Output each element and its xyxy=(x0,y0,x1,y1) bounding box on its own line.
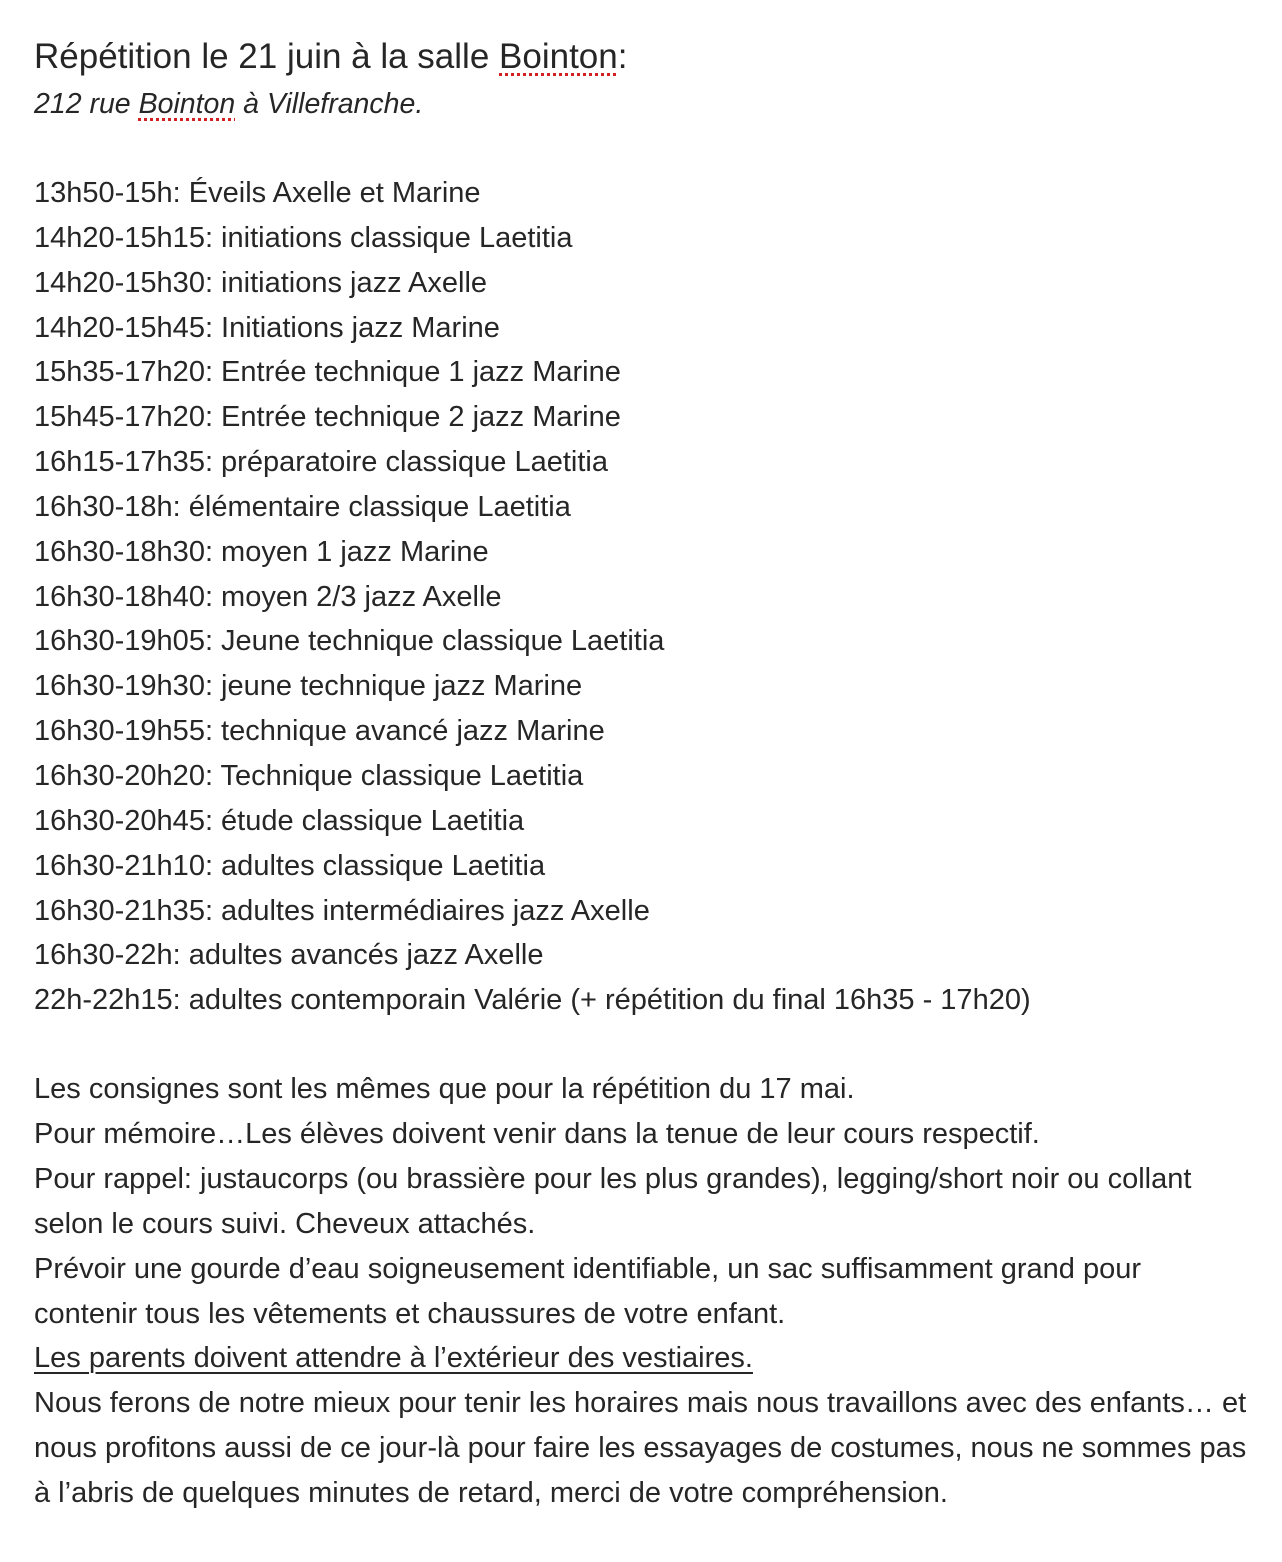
schedule-item: 22h-22h15: adultes contemporain Valérie (+ répétition du final 16h35 - 17h20) xyxy=(34,984,1031,1017)
schedule-item: 16h30-22h: adultes avancés jazz Axelle xyxy=(34,939,544,972)
page-title xyxy=(34,36,1248,78)
address-suffix: à Villefranche. xyxy=(235,88,424,120)
title-prefix: Répétition le 21 juin à la salle xyxy=(34,37,500,76)
schedule-item: 16h30-20h45: étude classique Laetitia xyxy=(34,804,525,837)
instruction-parents-wait xyxy=(34,1336,1248,1381)
schedule-item: 16h30-20h20: Technique classique Laetitia xyxy=(34,759,584,792)
schedule-item: 16h30-19h05: Jeune technique classique Laetitia xyxy=(34,625,665,658)
schedule-item: 16h30-18h30: moyen 1 jazz Marine xyxy=(34,535,489,568)
instruction-reminder-outfit: Pour mémoire…Les élèves doivent venir dans la tenue de leur cours respectif. xyxy=(34,1117,1040,1150)
schedule-item: 14h20-15h45: Initiations jazz Marine xyxy=(34,311,500,344)
schedule-item: 16h30-19h30: jeune technique jazz Marine xyxy=(34,670,583,703)
address-prefix: 212 rue xyxy=(34,88,139,120)
schedule-item: 15h35-17h20: Entrée technique 1 jazz Marine xyxy=(34,356,621,389)
title-suffix: : xyxy=(617,37,628,76)
schedule-item: 16h15-17h35: préparatoire classique Laetitia xyxy=(34,446,608,479)
rehearsal-schedule xyxy=(34,171,1248,1023)
schedule-item: 14h20-15h15: initiations classique Laetitia xyxy=(34,221,573,254)
schedule-item: 16h30-21h35: adultes intermédiaires jazz Axelle xyxy=(34,894,650,927)
instruction-bring-items: Prévoir une gourde d’eau soigneusement identifiable, un sac suffisamment grand pour contenir tous les vêtements et chaussures de votre enfant. xyxy=(34,1252,1141,1330)
schedule-item: 15h45-17h20: Entrée technique 2 jazz Marine xyxy=(34,401,621,434)
address-street-misspelled[interactable]: Bointon xyxy=(138,88,236,120)
schedule-item: 16h30-21h10: adultes classique Laetitia xyxy=(34,849,546,882)
instruction-closing: Nous ferons de notre mieux pour tenir les horaires mais nous travaillons avec des enfants… et nous profitons aussi de ce jour-là pour faire les essayages de costumes, nous ne sommes pas à l’abris de quelques minutes de retard, merci de votre compréhension. xyxy=(34,1387,1247,1510)
schedule-item: 16h30-18h40: moyen 2/3 jazz Axelle xyxy=(34,580,502,613)
title-venue-misspelled[interactable]: Bointon xyxy=(499,37,618,76)
instructions-section xyxy=(34,1067,1248,1516)
schedule-item: 13h50-15h: Éveils Axelle et Marine xyxy=(34,177,481,209)
schedule-item: 16h30-19h55: technique avancé jazz Marine xyxy=(34,715,605,748)
instruction-recall-outfit: Pour rappel: justaucorps (ou brassière pour les plus grandes), legging/short noir ou collant selon le cours suivi. Cheveux attachés. xyxy=(34,1162,1192,1240)
instruction-same-rules: Les consignes sont les mêmes que pour la répétition du 17 mai. xyxy=(34,1073,855,1106)
schedule-item: 16h30-18h: élémentaire classique Laetitia xyxy=(34,490,571,523)
venue-address xyxy=(34,86,1248,122)
parents-wait-underlined-text: Les parents doivent attendre à l’extérieur des vestiaires. xyxy=(34,1342,753,1375)
schedule-item: 14h20-15h30: initiations jazz Axelle xyxy=(34,266,488,299)
